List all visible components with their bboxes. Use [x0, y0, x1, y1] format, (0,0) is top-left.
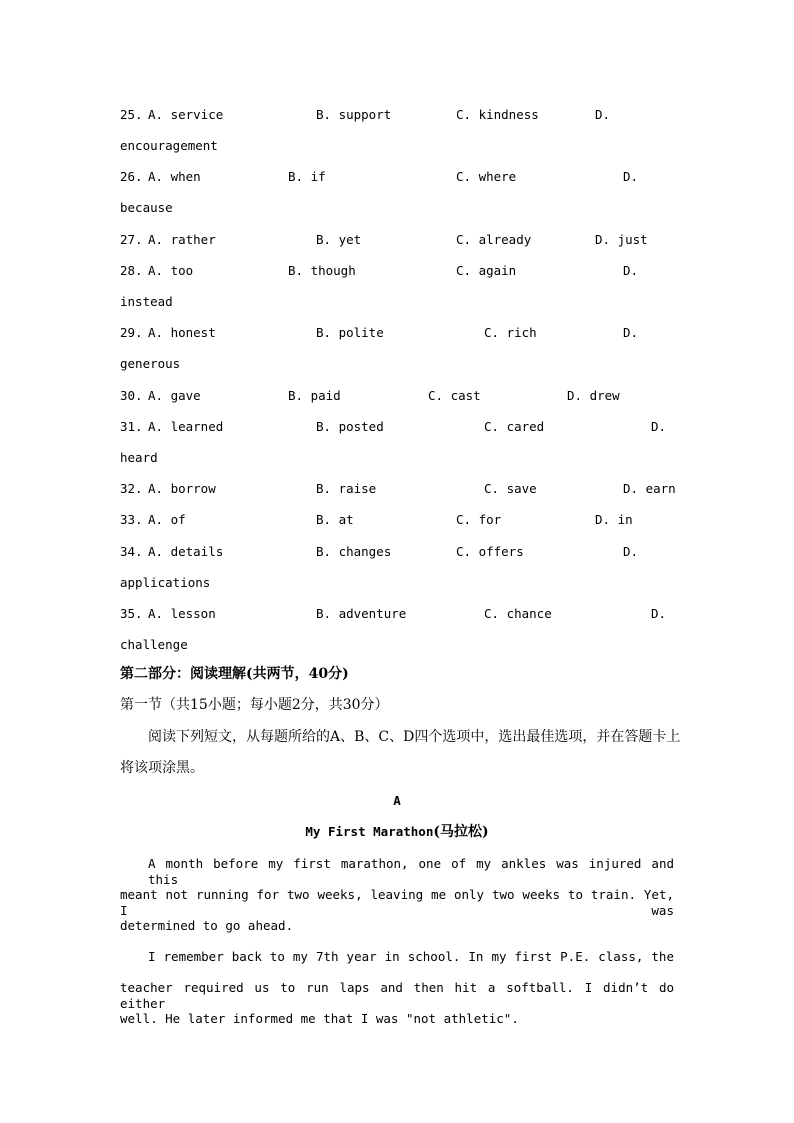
option-b: B. adventure [316, 606, 407, 621]
option-a: A. of [148, 512, 186, 527]
option-d: D. just [595, 232, 648, 247]
option-a: A. honest [148, 325, 216, 340]
option-c: C. again [456, 263, 517, 278]
option-a: A. gave [148, 388, 201, 403]
question-number: 25. [120, 107, 143, 122]
paragraph-2-line-1: I remember back to my 7th year in school. In my first P.E. class, the [148, 949, 674, 964]
paragraph-2-line-2: teacher required us to run laps and then hit a softball. I didn’t do either [120, 980, 674, 1011]
option-b: B. changes [316, 544, 392, 559]
option-b: B. though [288, 263, 356, 278]
option-d: D. [651, 419, 667, 434]
option-b: B. posted [316, 419, 384, 434]
option-d: D. [623, 544, 639, 559]
option-d-text: challenge [120, 637, 188, 652]
option-d: D. drew [567, 388, 620, 403]
question-number: 27. [120, 232, 143, 247]
option-b: B. raise [316, 481, 377, 496]
paragraph-1-line-2: meant not running for two weeks, leaving me only two weeks to train. Yet, I was [120, 887, 674, 918]
paragraph-2-line-3: well. He later informed me that I was "not athletic". [120, 1011, 519, 1026]
option-a: A. too [148, 263, 194, 278]
question-number: 34. [120, 544, 143, 559]
option-d-text: encouragement [120, 138, 218, 153]
option-d-text: because [120, 200, 173, 215]
option-c: C. kindness [456, 107, 539, 122]
passage-title-en: My First Marathon [305, 824, 434, 839]
option-c: C. cast [428, 388, 481, 403]
option-d: D. [651, 606, 667, 621]
option-d-text: applications [120, 575, 211, 590]
instruction-line-1: 阅读下列短文，从每题所给的A、B、C、D四个选项中，选出最佳选项，并在答题卡上 [148, 729, 681, 745]
question-number: 29. [120, 325, 143, 340]
option-c: C. chance [484, 606, 552, 621]
instruction-line-2: 将该项涂黑。 [120, 760, 204, 776]
question-number: 31. [120, 419, 143, 434]
option-b: B. if [288, 169, 326, 184]
passage-title-cn: (马拉松) [433, 824, 489, 840]
question-number: 26. [120, 169, 143, 184]
option-d: D. in [595, 512, 633, 527]
option-a: A. details [148, 544, 224, 559]
option-d: D. earn [623, 481, 676, 496]
option-d: D. [623, 169, 639, 184]
option-c: C. for [456, 512, 502, 527]
option-a: A. lesson [148, 606, 216, 621]
question-number: 35. [120, 606, 143, 621]
section-heading: 第一节（共15小题；每小题2分，共30分） [120, 697, 389, 713]
option-c: C. where [456, 169, 517, 184]
passage-title [120, 821, 674, 841]
option-d: D. [623, 325, 639, 340]
option-c: C. save [484, 481, 537, 496]
question-number: 28. [120, 263, 143, 278]
paragraph-1-line-1: A month before my first marathon, one of my ankles was injured and this [148, 856, 674, 887]
passage-label: A [393, 793, 401, 808]
option-b: B. polite [316, 325, 384, 340]
option-c: C. already [456, 232, 532, 247]
option-a: A. learned [148, 419, 224, 434]
paragraph-1-line-3: determined to go ahead. [120, 918, 294, 933]
option-b: B. yet [316, 232, 362, 247]
option-b: B. support [316, 107, 392, 122]
option-a: A. borrow [148, 481, 216, 496]
option-b: B. paid [288, 388, 341, 403]
question-number: 33. [120, 512, 143, 527]
part-heading: 第二部分：阅读理解(共两节，40分) [120, 666, 349, 682]
option-a: A. when [148, 169, 201, 184]
option-b: B. at [316, 512, 354, 527]
option-d-text: heard [120, 450, 158, 465]
option-a: A. service [148, 107, 224, 122]
option-c: C. offers [456, 544, 524, 559]
question-number: 32. [120, 481, 143, 496]
option-d-text: instead [120, 294, 173, 309]
option-a: A. rather [148, 232, 216, 247]
option-d-text: generous [120, 356, 181, 371]
question-number: 30. [120, 388, 143, 403]
option-d: D. [595, 107, 611, 122]
option-c: C. rich [484, 325, 537, 340]
option-c: C. cared [484, 419, 545, 434]
option-d: D. [623, 263, 639, 278]
